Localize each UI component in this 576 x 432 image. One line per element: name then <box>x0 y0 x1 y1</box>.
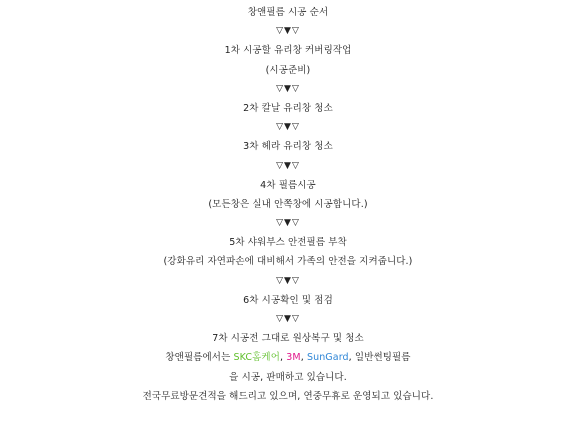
step-3: 3차 헤라 유리창 청소 <box>243 141 333 153</box>
step-1: 1차 시공할 유리창 커버링작업 <box>224 45 352 57</box>
step-2: 2차 칼날 유리창 청소 <box>243 102 333 114</box>
step-7: 7차 시공전 그대로 원상복구 및 청소 <box>212 333 364 345</box>
closing-line-2: 을 시공, 판매하고 있습니다. <box>229 371 347 383</box>
step-4-note: (모든창은 실내 안쪽창에 시공합니다.) <box>208 198 368 210</box>
step-6: 6차 시공확인 및 점검 <box>243 294 333 306</box>
document-title: 창앤필름 시공 순서 <box>247 7 329 18</box>
step-arrow: ▽▼▽ <box>276 275 300 286</box>
brand-separator: , <box>300 352 307 364</box>
step-arrow: ▽▼▽ <box>276 26 300 37</box>
step-arrow: ▽▼▽ <box>276 218 300 229</box>
closing-line-3: 전국무료방문견적을 해드리고 있으며, 연중무휴로 운영되고 있습니다. <box>142 390 434 402</box>
step-1-note: (시공준비) <box>265 64 311 76</box>
step-arrow: ▽▼▽ <box>276 160 300 171</box>
step-arrow: ▽▼▽ <box>276 122 300 133</box>
brand-3m: 3M <box>286 352 301 364</box>
step-5-note: (강화유리 자연파손에 대비해서 가족의 안전을 지켜줍니다.) <box>163 256 413 268</box>
brand-skc: SKC홈케어 <box>233 352 280 364</box>
step-4: 4차 필름시공 <box>260 179 316 191</box>
step-5: 5차 샤워부스 안전필름 부착 <box>229 237 347 249</box>
closing-suffix: , 일반썬팅필름 <box>348 352 411 364</box>
brand-sungard: SunGard <box>306 352 349 364</box>
step-arrow: ▽▼▽ <box>276 83 300 94</box>
step-arrow: ▽▼▽ <box>276 314 300 324</box>
closing-brands-line <box>0 348 576 367</box>
brand-separator: , <box>279 352 287 364</box>
closing-prefix: 창앤필름에서는 <box>165 352 234 364</box>
